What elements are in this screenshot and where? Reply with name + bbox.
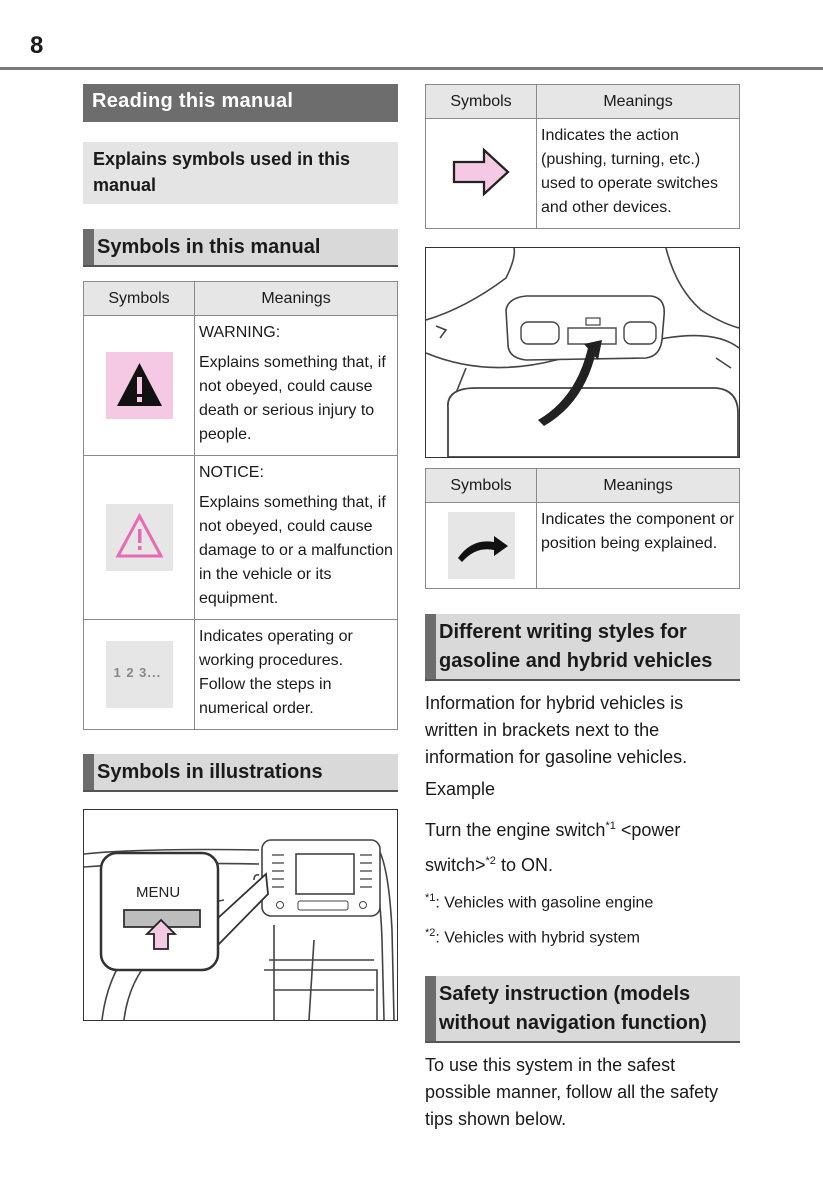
footnote-1 bbox=[425, 887, 740, 914]
example-part1: Turn the engine switch bbox=[425, 820, 606, 840]
steps-icon-text: 1 2 3... bbox=[113, 665, 162, 680]
notice-triangle-icon bbox=[106, 504, 173, 571]
page-number: 8 bbox=[30, 32, 44, 59]
warning-triangle-icon bbox=[106, 352, 173, 419]
page-title: Reading this manual bbox=[83, 84, 398, 122]
table-row bbox=[84, 316, 398, 456]
menu-label: MENU bbox=[136, 884, 181, 901]
warning-text: Explains something that, if not obeyed, could cause death or serious injury to people. bbox=[199, 354, 386, 443]
footnote-mark-1: *1 bbox=[425, 892, 436, 904]
symbol-cell bbox=[84, 456, 195, 620]
footnote-text-2: : Vehicles with hybrid system bbox=[435, 929, 640, 947]
heading-bar bbox=[83, 229, 94, 265]
black-curved-arrow-icon bbox=[448, 512, 515, 579]
section-heading-safety bbox=[425, 976, 740, 1043]
overhead-illustration bbox=[425, 247, 740, 458]
table-row bbox=[84, 456, 398, 620]
example-part2: <power switch> bbox=[425, 820, 681, 875]
col-header-symbols: Symbols bbox=[426, 469, 537, 503]
table-row bbox=[426, 119, 740, 229]
col-header-symbols: Symbols bbox=[84, 282, 195, 316]
symbol-cell bbox=[426, 503, 537, 589]
col-header-symbols: Symbols bbox=[426, 85, 537, 119]
component-symbol-table bbox=[425, 468, 740, 589]
action-symbol-table bbox=[425, 84, 740, 229]
dashboard-illustration bbox=[83, 809, 398, 1021]
col-header-meanings: Meanings bbox=[537, 469, 740, 503]
header-rule bbox=[0, 67, 823, 70]
left-column bbox=[83, 84, 398, 1021]
meaning-cell bbox=[537, 119, 740, 229]
meaning-cell bbox=[537, 503, 740, 589]
subtitle-box: Explains symbols used in this manual bbox=[83, 142, 398, 204]
pink-arrow-icon bbox=[448, 138, 515, 205]
section-heading-symbols-manual bbox=[83, 229, 398, 267]
example-sentence bbox=[425, 811, 740, 881]
heading-text: Symbols in illustrations bbox=[97, 761, 323, 783]
heading-bar bbox=[425, 976, 436, 1041]
heading-bar bbox=[425, 614, 436, 679]
meaning-cell bbox=[195, 620, 398, 730]
footnote-mark-2: *2 bbox=[425, 927, 436, 940]
meaning-cell bbox=[195, 456, 398, 620]
table-row bbox=[84, 620, 398, 730]
heading-text: Different writing styles for gasoline and hybrid vehicles bbox=[439, 621, 713, 672]
footnote-text-1: : Vehicles with gasoline engine bbox=[435, 894, 654, 912]
example-part3: to ON. bbox=[495, 855, 553, 875]
footnote-2 bbox=[425, 922, 740, 949]
symbol-cell bbox=[84, 316, 195, 456]
footnote-ref-1: *1 bbox=[605, 820, 616, 832]
notice-label: NOTICE: bbox=[199, 464, 264, 481]
col-header-meanings: Meanings bbox=[537, 85, 740, 119]
meaning-cell bbox=[195, 316, 398, 456]
safety-paragraph: To use this system in the safest possible manner, follow all the safety tips shown below. bbox=[425, 1054, 719, 1129]
notice-text: Explains something that, if not obeyed, could cause damage to or a malfunction in the vehicle or its equipment. bbox=[199, 494, 393, 607]
section-heading-writing-styles bbox=[425, 614, 740, 681]
section-heading-symbols-illustrations bbox=[83, 754, 398, 792]
symbol-cell bbox=[426, 119, 537, 229]
symbol-cell bbox=[84, 620, 195, 730]
table-row bbox=[426, 503, 740, 589]
example-label: Example bbox=[425, 779, 496, 799]
right-column bbox=[425, 84, 740, 1133]
steps-icon bbox=[106, 641, 173, 708]
col-header-meanings: Meanings bbox=[195, 282, 398, 316]
heading-text: Safety instruction (models without navigation function) bbox=[439, 982, 707, 1034]
action-text: Indicates the action (pushing, turning, etc.) used to operate switches and other devices. bbox=[541, 127, 718, 216]
component-text: Indicates the component or position being explained. bbox=[541, 511, 735, 552]
table-header-row bbox=[426, 469, 740, 503]
table-header-row bbox=[84, 282, 398, 316]
writing-styles-paragraph: Information for hybrid vehicles is written in brackets next to the information for gasoline vehicles. bbox=[425, 693, 688, 767]
warning-label: WARNING: bbox=[199, 324, 281, 341]
heading-text: Symbols in this manual bbox=[97, 236, 321, 258]
table-header-row bbox=[426, 85, 740, 119]
symbols-table bbox=[83, 281, 398, 730]
steps-text: Indicates operating or working procedures. Follow the steps in numerical order. bbox=[199, 628, 353, 717]
heading-bar bbox=[83, 754, 94, 790]
footnote-ref-2: *2 bbox=[485, 855, 496, 867]
